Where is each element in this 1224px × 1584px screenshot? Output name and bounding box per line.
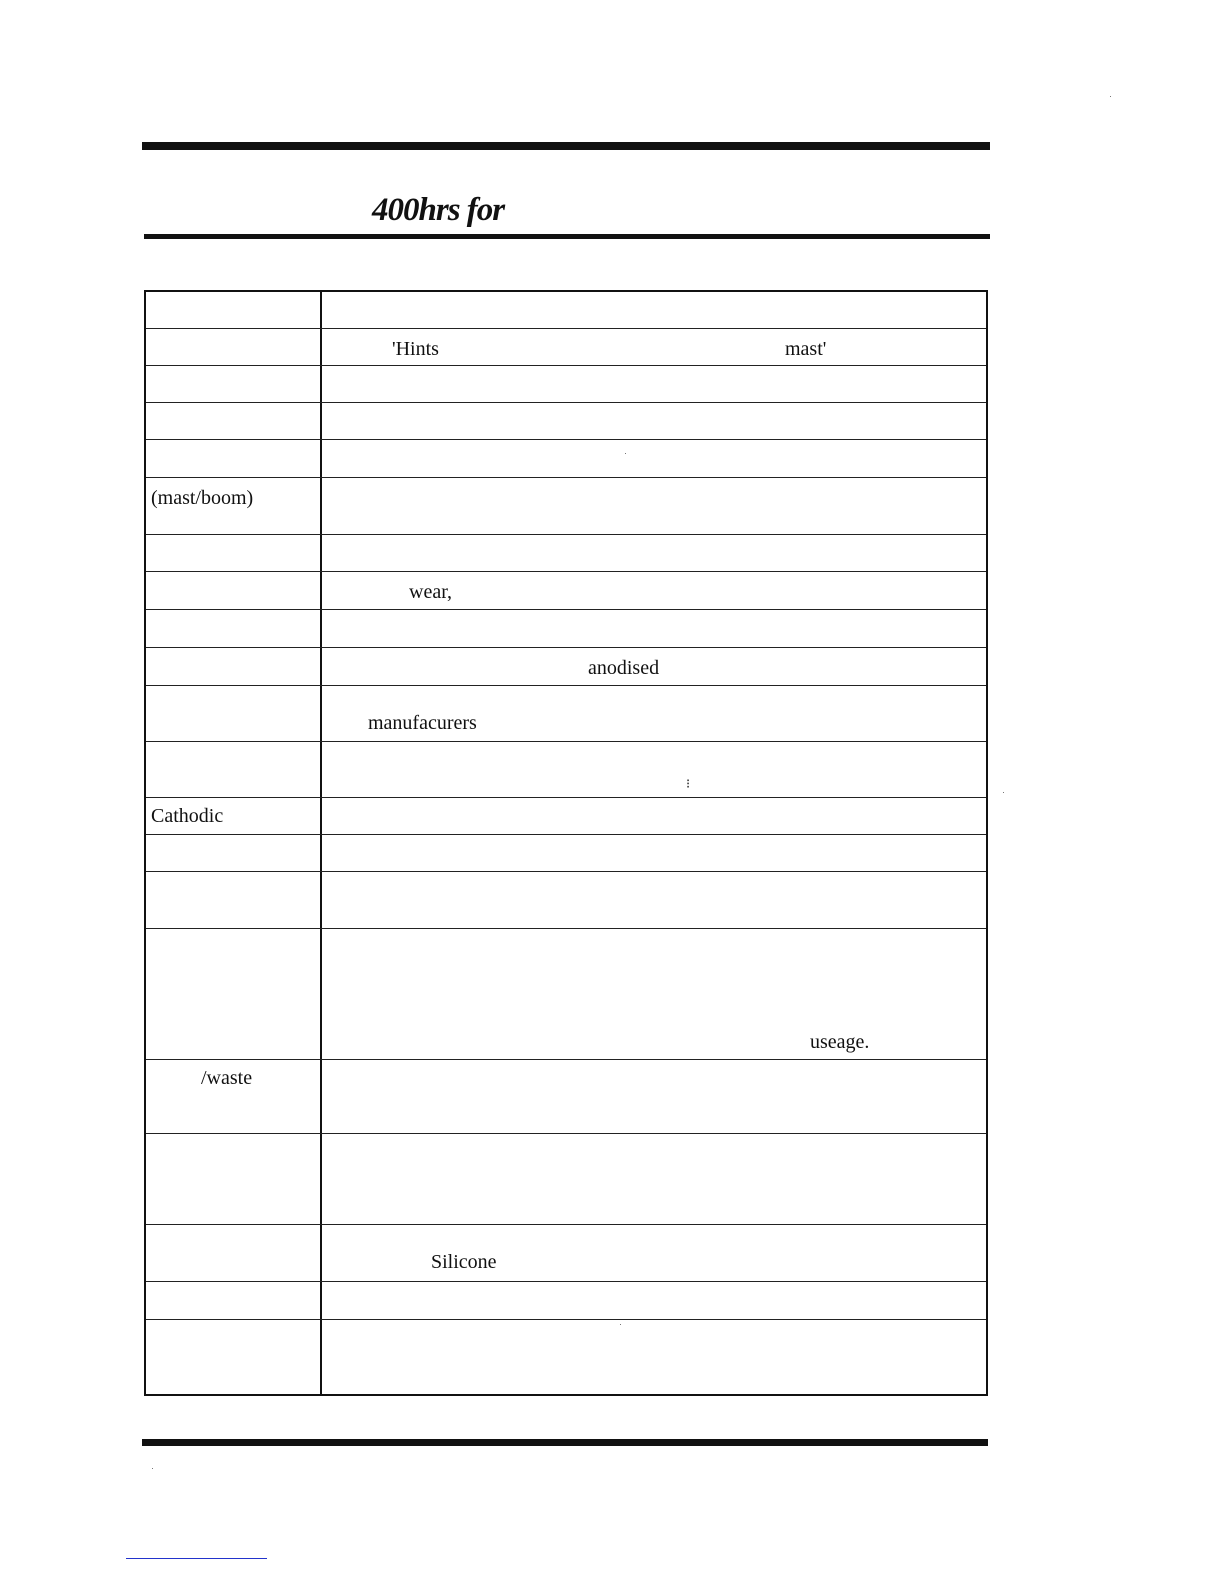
scan-speck	[1110, 96, 1111, 97]
scan-speck	[152, 1468, 153, 1469]
page-title: 400hrs for	[372, 192, 505, 228]
footer-underline	[126, 1558, 267, 1559]
table-row-divider	[146, 534, 986, 535]
cell-anodised: anodised	[588, 657, 660, 679]
table-row-divider	[146, 1281, 986, 1282]
cell-mast-boom: (mast/boom)	[151, 487, 254, 509]
cell-manufacurers: manufacurers	[368, 712, 477, 734]
table-row-divider	[146, 1224, 986, 1225]
scan-speck	[620, 1324, 621, 1325]
table-row-divider	[146, 571, 986, 572]
table-row-divider	[146, 1319, 986, 1320]
table-row-divider	[146, 365, 986, 366]
table-row-divider	[146, 797, 986, 798]
table-row-divider	[146, 741, 986, 742]
table-column-divider	[320, 290, 322, 1396]
maintenance-table	[144, 290, 988, 1396]
bottom-rule	[142, 1439, 988, 1446]
cell-mark: ⁝	[686, 776, 691, 791]
title-rule	[144, 234, 990, 239]
scan-speck	[625, 453, 626, 454]
table-row-divider	[146, 647, 986, 648]
table-row-divider	[146, 609, 986, 610]
table-row-divider	[146, 1133, 986, 1134]
table-row-divider	[146, 439, 986, 440]
cell-waste: /waste	[201, 1067, 253, 1089]
table-row-divider	[146, 477, 986, 478]
top-rule	[142, 142, 990, 150]
cell-silicone: Silicone	[431, 1251, 497, 1273]
cell-cathodic: Cathodic	[151, 805, 224, 827]
table-row-divider	[146, 871, 986, 872]
table-row-divider	[146, 928, 986, 929]
table-row-divider	[146, 328, 986, 329]
cell-useage: useage.	[810, 1031, 870, 1053]
cell-hints: 'Hints	[392, 338, 439, 360]
cell-mast: mast'	[785, 338, 827, 360]
table-row-divider	[146, 1059, 986, 1060]
table-row-divider	[146, 402, 986, 403]
table-row-divider	[146, 834, 986, 835]
scan-speck	[1003, 792, 1004, 793]
cell-wear: wear,	[409, 581, 453, 603]
table-row-divider	[146, 685, 986, 686]
